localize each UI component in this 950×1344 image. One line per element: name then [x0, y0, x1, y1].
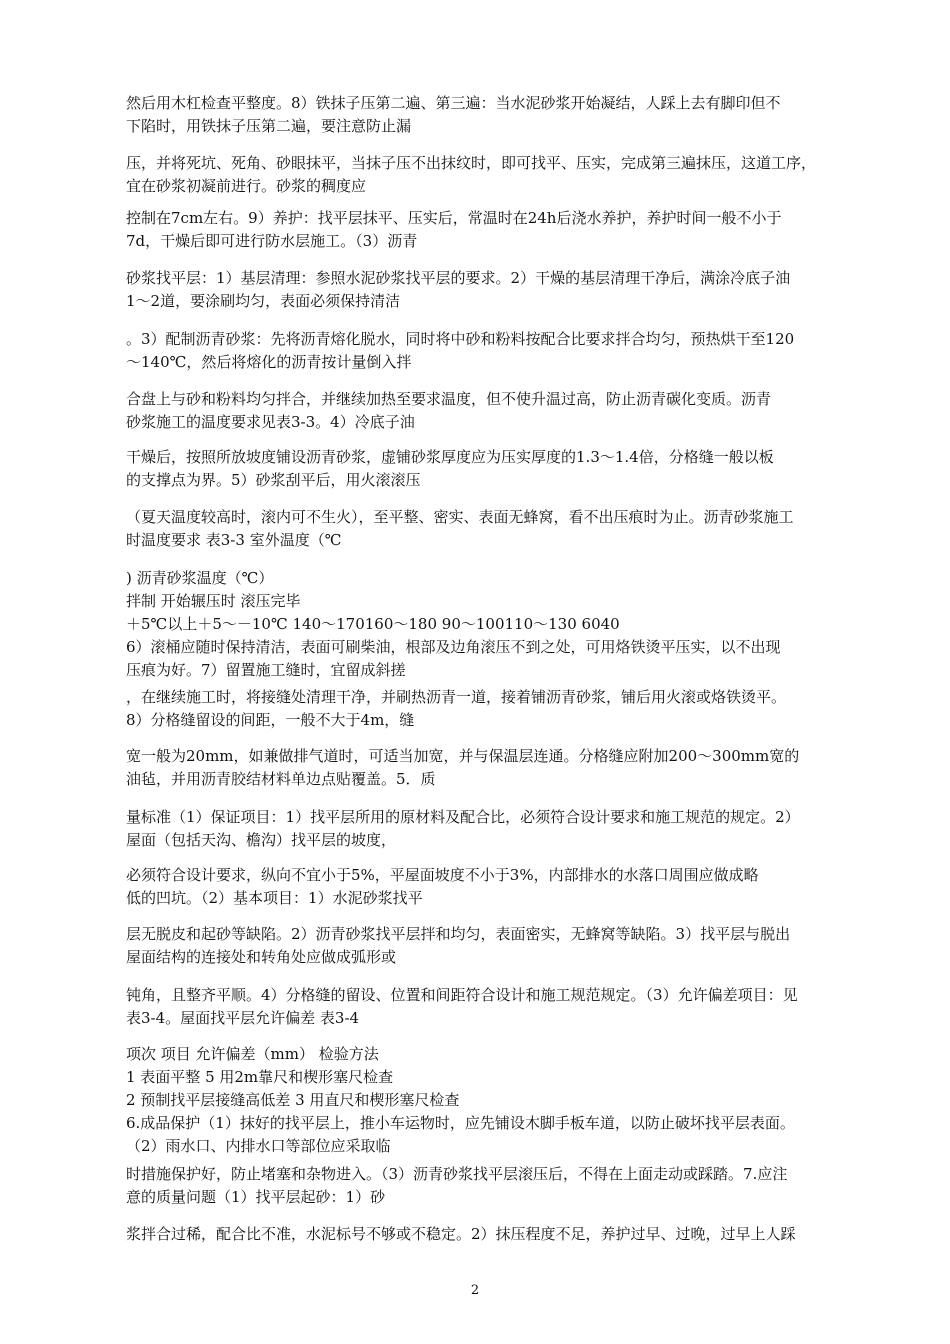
text-line: 压，并将死坑、死角、砂眼抹平，当抹子压不出抹纹时，即可找平、压实，完成第三遍抹压，这道工序， [126, 154, 817, 172]
text-line: 层无脱皮和起砂等缺陷。2）沥青砂浆找平层拌和均匀，表面密实，无蜂窝等缺陷。3）找平层与脱出 [126, 925, 791, 943]
paragraph [126, 506, 842, 552]
text-line: 8）分格缝留设的间距，一般不大于4m，缝 [126, 711, 415, 729]
paragraph [126, 686, 842, 732]
paragraph [126, 328, 842, 374]
text-line: 7d，干燥后即可进行防水层施工。（3）沥青 [126, 232, 418, 250]
paragraph [126, 1223, 842, 1246]
text-line: 屋面结构的连接处和转角处应做成弧形或 [126, 948, 397, 966]
paragraph [126, 446, 842, 492]
text-line: 压痕为好。7）留置施工缝时，宜留成斜搓 [126, 661, 406, 679]
text-line: 宜在砂浆初凝前进行。砂浆的稠度应 [126, 177, 367, 195]
paragraph [126, 267, 842, 313]
text-line: 合盘上与砂和粉料均匀拌合，并继续加热至要求温度，但不使升温过高，防止沥青碳化变质。沥青 [126, 390, 772, 408]
text-line: 。3）配制沥青砂浆：先将沥青熔化脱水，同时将中砂和粉料按配合比要求拌合均匀，预热烘干至120 [126, 330, 795, 348]
text-line: 6）滚桶应随时保持清洁，表面可刷柴油，根部及边角滚压不到之处，可用烙铁烫平压实，以不出现 [126, 638, 781, 656]
text-line: 浆拌合过稀，配合比不准，水泥标号不够或不稳定。2）抹压程度不足，养护过早、过晚，过早上人踩 [126, 1225, 796, 1243]
text-line: 下陷时，用铁抹子压第二遍，要注意防止漏 [126, 117, 412, 135]
text-line: ～140℃，然后将熔化的沥青按计量倒入拌 [126, 353, 412, 371]
text-line: 控制在7cm左右。9）养护：找平层抹平、压实后，常温时在24h后浇水养护，养护时间一般不小于 [126, 209, 782, 227]
text-line: （夏天温度较高时，滚内可不生火），至平整、密实、表面无蜂窝，看不出压痕时为止。沥青砂浆施工 [126, 508, 794, 526]
paragraph [126, 745, 842, 791]
paragraph [126, 207, 842, 253]
text-line: 然后用木杠检查平整度。8）铁抹子压第二遍、第三遍：当水泥砂浆开始凝结，人踩上去有脚印但不 [126, 94, 781, 112]
text-line: 低的凹坑。（2）基本项目：1）水泥砂浆找平 [126, 889, 423, 907]
text-line: 砂浆施工的温度要求见表3-3。4）冷底子油 [126, 413, 415, 431]
paragraph [126, 567, 842, 682]
text-line: 屋面（包括天沟、檐沟）找平层的坡度， [126, 831, 397, 849]
text-line: 表3-4。屋面找平层允许偏差 表3-4 [126, 1009, 360, 1027]
text-line: ，在继续施工时，将接缝处清理干净，并刷热沥青一道，接着铺沥青砂浆，铺后用火滚或烙铁烫平。 [126, 688, 787, 706]
text-line: 2 预制找平层接缝高低差 3 用直尺和楔形塞尺检查 [126, 1091, 460, 1109]
paragraph [126, 1043, 842, 1158]
text-line: ＋5℃以上＋5～－10℃ 140～170160～180 90～100110～130 6040 [126, 615, 620, 633]
text-line: 项次 项目 允许偏差（mm） 检验方法 [126, 1045, 379, 1063]
paragraph [126, 1163, 842, 1209]
page-number: 2 [470, 1283, 480, 1298]
paragraph [126, 864, 842, 910]
text-line: 1 表面平整 5 用2m靠尺和楔形塞尺检查 [126, 1068, 394, 1086]
text-line: 拌制 开始辗压时 滚压完毕 [126, 592, 301, 610]
text-line: 的支撑点为界。5）砂浆刮平后，用火滚滚压 [126, 471, 421, 489]
paragraph [126, 388, 842, 434]
text-line: ) 沥青砂浆温度（℃） [126, 569, 274, 587]
paragraph [126, 152, 842, 198]
text-line: （2）雨水口、内排水口等部位应采取临 [126, 1137, 391, 1155]
text-line: 时温度要求 表3-3 室外温度（℃ [126, 531, 342, 549]
text-line: 时措施保护好，防止堵塞和杂物进入。（3）沥青砂浆找平层滚压后，不得在上面走动或踩踏。7.应注 [126, 1165, 788, 1183]
text-line: 干燥后，按照所放坡度铺设沥青砂浆，虚铺砂浆厚度应为压实厚度的1.3～1.4倍，分格缝一般以板 [126, 448, 774, 466]
text-line: 1～2道，要涂刷均匀，表面必须保持清洁 [126, 292, 401, 310]
text-line: 必须符合设计要求，纵向不宜小于5%，平屋面坡度不小于3%，内部排水的水落口周围应做成略 [126, 866, 759, 884]
text-line: 量标准（1）保证项目：1）找平层所用的原材料及配合比，必须符合设计要求和施工规范的规定。2） [126, 808, 800, 826]
text-line: 意的质量问题（1）找平层起砂：1）砂 [126, 1188, 386, 1206]
text-line: 砂浆找平层：1）基层清理：参照水泥砂浆找平层的要求。2）干燥的基层清理干净后，满涂冷底子油 [126, 269, 791, 287]
paragraph [126, 984, 842, 1030]
paragraph [126, 806, 842, 852]
paragraph [126, 923, 842, 969]
text-line: 6.成品保护（1）抹好的找平层上，推小车运物时，应先铺设木脚手板车道，以防止破坏找平层表面。 [126, 1114, 795, 1132]
text-line: 油毡，并用沥青胶结材料单边点贴覆盖。5．质 [126, 770, 436, 788]
text-line: 宽一般为20mm，如兼做排气道时，可适当加宽，并与保温层连通。分格缝应附加200～300mm宽的 [126, 747, 800, 765]
text-line: 钝角，且整齐平顺。4）分格缝的留设、位置和间距符合设计和施工规范规定。（3）允许偏差项目：见 [126, 986, 798, 1004]
paragraph [126, 92, 842, 138]
